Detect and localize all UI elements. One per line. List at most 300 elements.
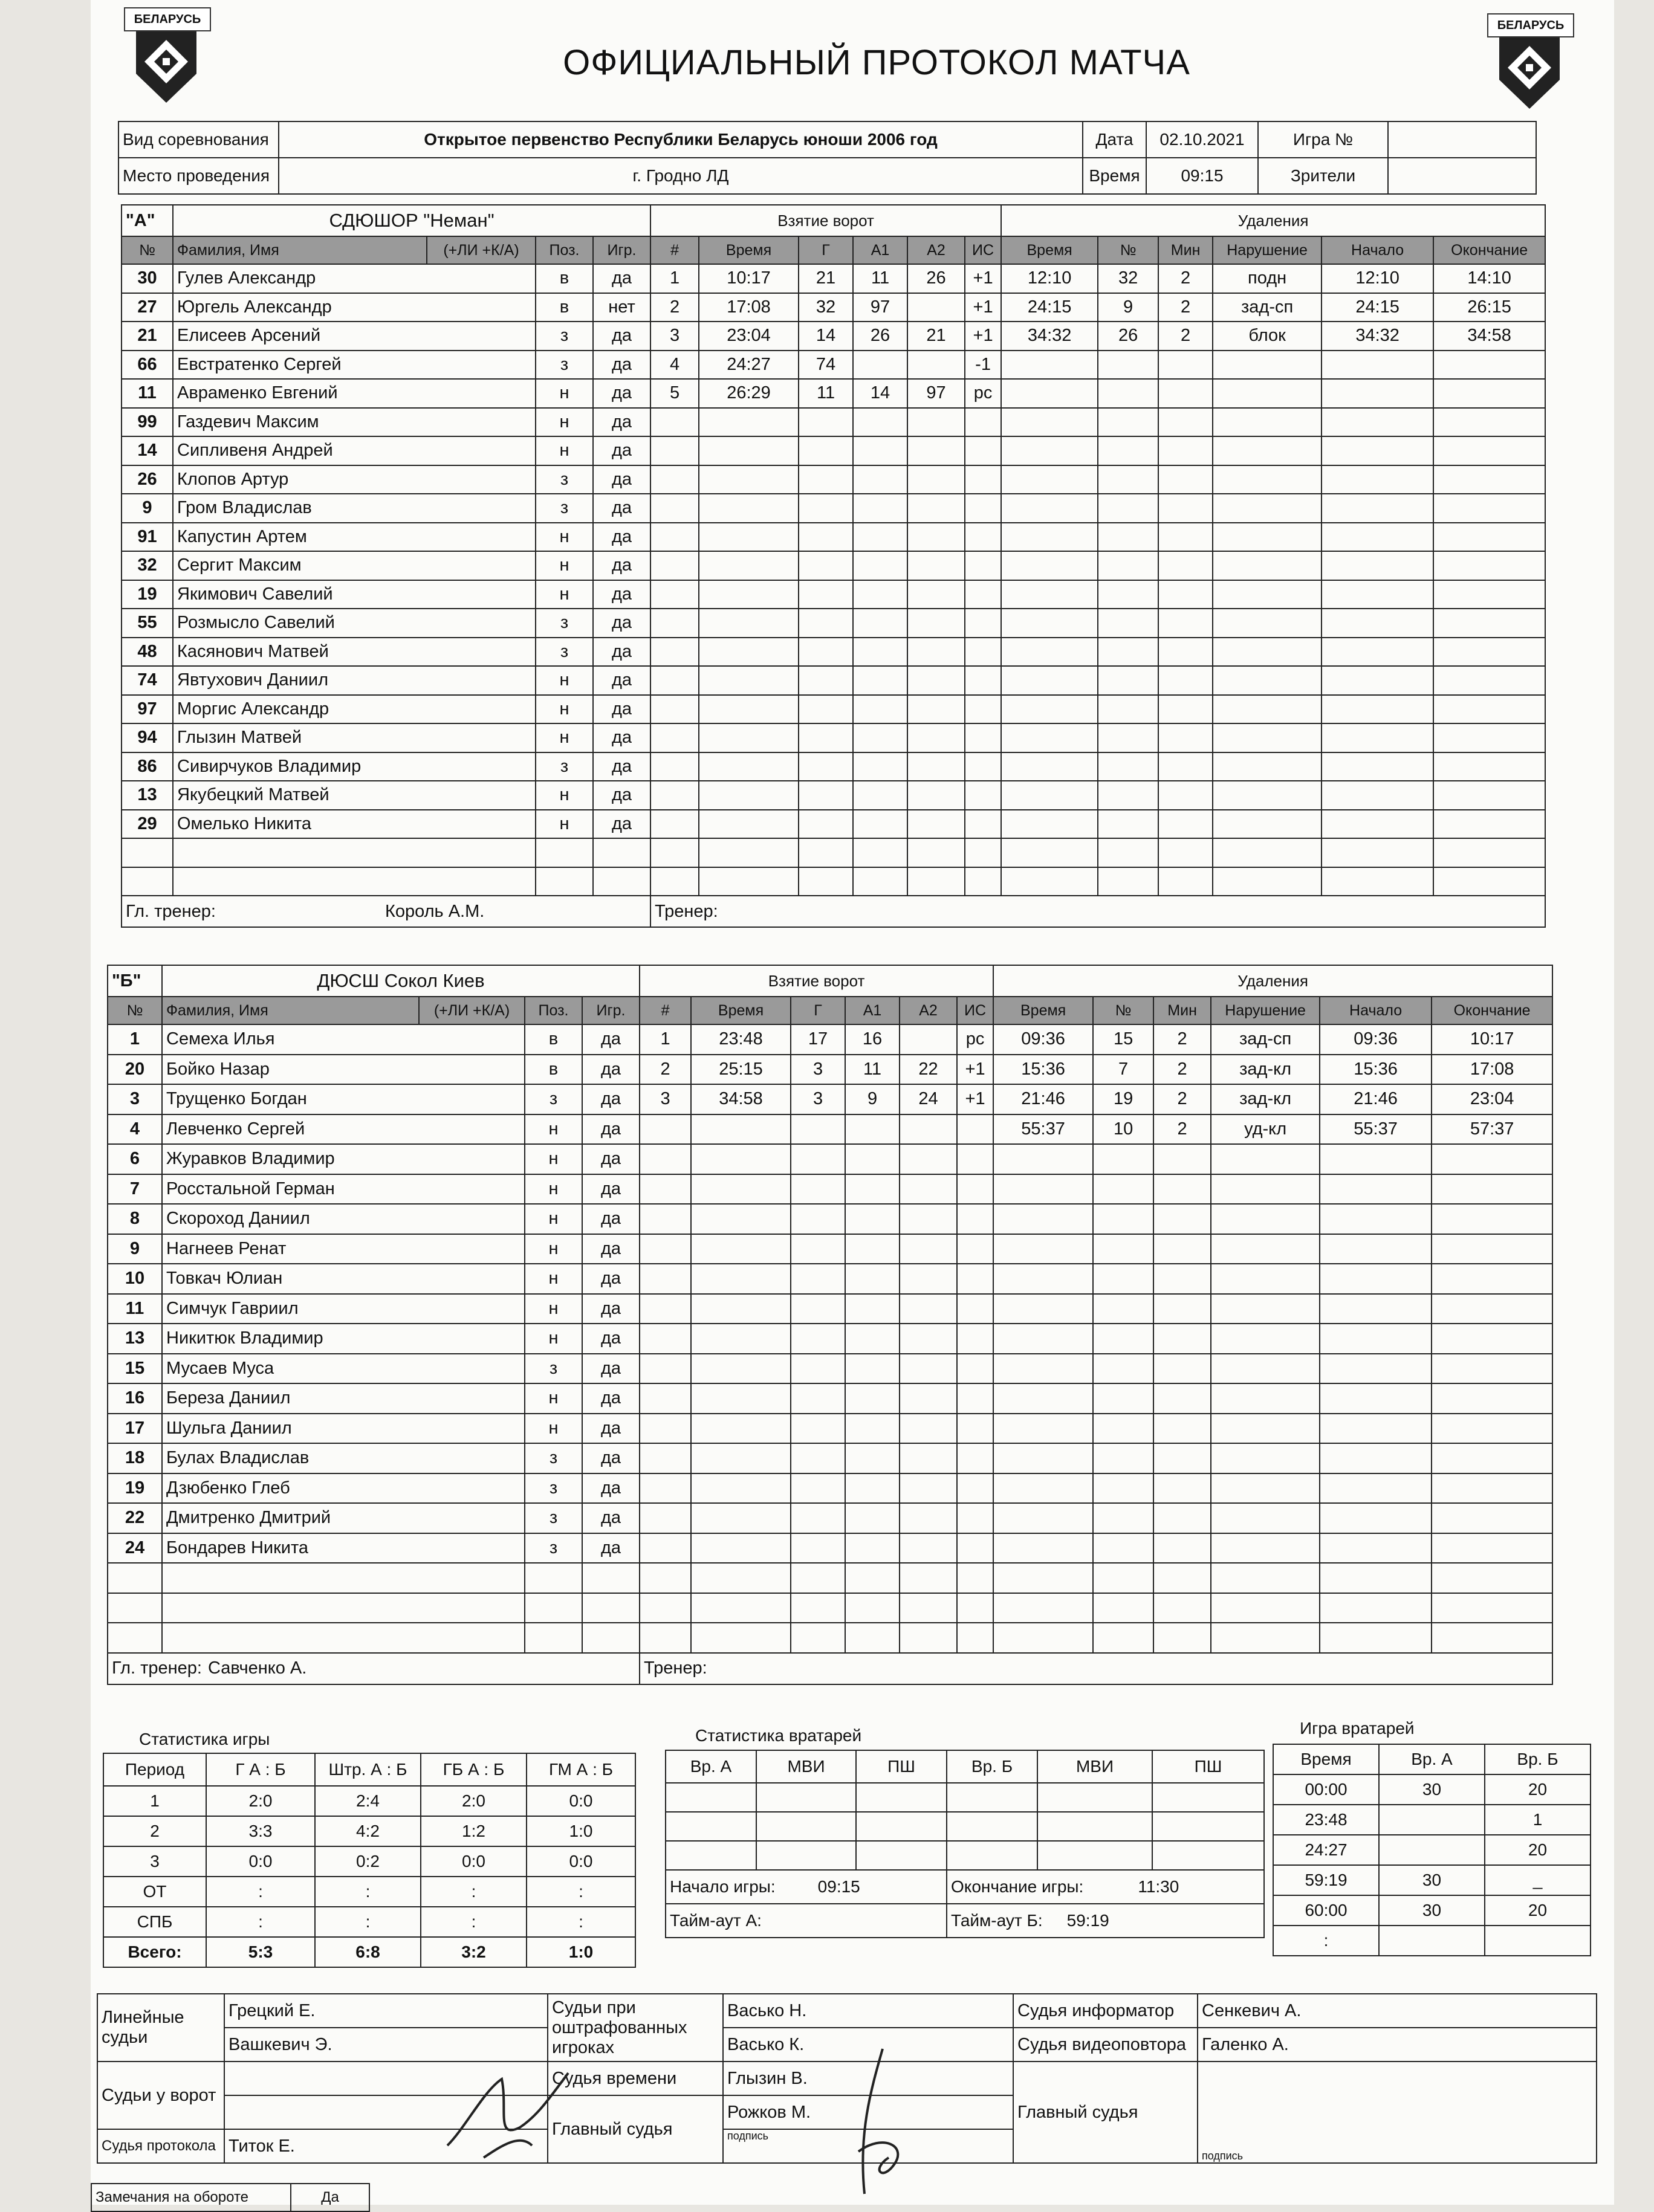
player-number: 55 — [122, 609, 173, 638]
goal-situation — [957, 1294, 993, 1324]
penalty-infraction — [1213, 408, 1322, 437]
penalty-end: 17:08 — [1432, 1055, 1552, 1085]
table-row — [666, 1812, 1264, 1841]
goal-index — [650, 781, 699, 810]
goal-time — [699, 638, 799, 667]
penalty-time — [993, 1443, 1093, 1473]
goal-time — [699, 838, 799, 867]
goal-time: 25:15 — [691, 1055, 791, 1085]
goal-scorer — [799, 867, 853, 896]
penalty-header: Время — [1001, 236, 1098, 264]
goal-situation — [957, 1623, 993, 1653]
logo-text: БЕЛАРУСЬ — [124, 7, 211, 31]
penalty-time — [1001, 379, 1098, 408]
goal-header: Время — [699, 236, 799, 264]
goal-assist-1 — [845, 1593, 900, 1623]
penalty-player — [1098, 609, 1158, 638]
penalty-player: 10 — [1093, 1114, 1153, 1145]
penalty-player — [1093, 1533, 1153, 1564]
team-name: СДЮШОР "Неман" — [173, 205, 650, 236]
table-row — [122, 580, 1545, 609]
player-number: 91 — [122, 523, 173, 552]
goal-assist-2: 26 — [907, 264, 965, 293]
penalty-start — [1320, 1593, 1432, 1623]
ornament-icon — [130, 31, 203, 104]
goal-time — [699, 551, 799, 580]
roster-header-number: № — [122, 236, 173, 264]
penalty-header: Начало — [1322, 236, 1433, 264]
goal-situation — [957, 1174, 993, 1205]
goal-assist-1 — [853, 695, 907, 724]
player-number: 14 — [122, 436, 173, 465]
signature-icon — [834, 2043, 931, 2205]
table-row — [108, 1623, 1552, 1653]
penalty-time — [993, 1563, 1093, 1593]
goalie-play-cell: 30 — [1379, 1865, 1485, 1895]
goalie-play-cell: 20 — [1485, 1895, 1591, 1926]
penalty-start — [1320, 1264, 1432, 1294]
penalty-time: 12:10 — [1001, 264, 1098, 293]
goal-index: 2 — [640, 1055, 691, 1085]
player-number: 74 — [122, 666, 173, 695]
table-row — [108, 1473, 1552, 1504]
penalty-infraction — [1213, 638, 1322, 667]
goalie-play-header: Вр. Б — [1485, 1744, 1591, 1774]
goal-situation: +1 — [965, 293, 1001, 322]
player-name: Якимович Савелий — [173, 580, 536, 609]
penalty-time — [993, 1593, 1093, 1623]
player-position: н — [525, 1414, 582, 1444]
goalie-play-cell: 59:19 — [1273, 1865, 1379, 1895]
goal-header: А2 — [900, 997, 957, 1024]
player-position: н — [525, 1174, 582, 1205]
player-played: да — [582, 1294, 640, 1324]
player-position: з — [525, 1503, 582, 1533]
table-row — [108, 1503, 1552, 1533]
table-row — [108, 1383, 1552, 1414]
penalty-end — [1433, 810, 1545, 839]
player-name: Якубецкий Матвей — [173, 781, 536, 810]
federation-logo-left — [124, 7, 209, 110]
goal-scorer — [799, 666, 853, 695]
penalty-player — [1098, 867, 1158, 896]
penalty-start — [1322, 351, 1433, 380]
game-stats-cell: 1 — [103, 1786, 206, 1816]
table-row — [1273, 1865, 1591, 1895]
table-row — [108, 1443, 1552, 1473]
player-position: з — [536, 609, 593, 638]
place-label: Место проведения — [118, 158, 279, 194]
penalty-infraction — [1211, 1414, 1320, 1444]
goal-assist-1 — [853, 666, 907, 695]
game-stats-cell: 6:8 — [315, 1937, 421, 1967]
penalty-end — [1433, 781, 1545, 810]
goal-time — [691, 1204, 791, 1234]
goal-assist-1 — [845, 1144, 900, 1174]
player-number: 99 — [122, 408, 173, 437]
player-name: Моргис Александр — [173, 695, 536, 724]
goal-scorer: 21 — [799, 264, 853, 293]
spectators-value — [1388, 158, 1536, 194]
table-row — [1273, 1774, 1591, 1805]
penalty-time — [993, 1264, 1093, 1294]
remarks-table — [91, 2183, 370, 2212]
goal-situation — [965, 838, 1001, 867]
penalty-infraction: блок — [1213, 322, 1322, 351]
penalty-infraction — [1213, 781, 1322, 810]
penalty-start — [1320, 1204, 1432, 1234]
table-row — [108, 1144, 1552, 1174]
goalie-stats-table — [665, 1750, 1265, 1938]
team-tag: "А" — [122, 205, 173, 236]
goal-time — [699, 752, 799, 781]
goal-index: 4 — [650, 351, 699, 380]
penalty-minutes — [1158, 638, 1213, 667]
penalty-time — [1001, 494, 1098, 523]
goal-assist-2 — [900, 1563, 957, 1593]
player-position: з — [525, 1533, 582, 1564]
table-row — [108, 1055, 1552, 1085]
goal-situation — [957, 1563, 993, 1593]
goal-assist-1 — [845, 1324, 900, 1354]
penalty-infraction — [1213, 867, 1322, 896]
goal-assist-2 — [900, 1204, 957, 1234]
goalie-play-cell — [1485, 1926, 1591, 1956]
penalty-player — [1098, 494, 1158, 523]
goal-assist-1: 11 — [853, 264, 907, 293]
player-played: да — [593, 494, 650, 523]
penalty-minutes — [1153, 1443, 1211, 1473]
table-row — [103, 1846, 635, 1877]
goal-index: 5 — [650, 379, 699, 408]
penalty-start: 55:37 — [1320, 1114, 1432, 1145]
goal-index — [650, 494, 699, 523]
video-judge: Галенко А. — [1198, 2028, 1597, 2062]
goalie-play-table — [1273, 1744, 1591, 1956]
game-stats-cell: 2 — [103, 1816, 206, 1846]
table-row — [122, 351, 1545, 380]
penalty-infraction — [1213, 752, 1322, 781]
goal-scorer — [791, 1174, 845, 1205]
penalty-time — [1001, 408, 1098, 437]
player-played: да — [582, 1414, 640, 1444]
penalty-start: 15:36 — [1320, 1055, 1432, 1085]
penalty-start — [1320, 1174, 1432, 1205]
penalty-player — [1098, 666, 1158, 695]
penalty-end — [1433, 551, 1545, 580]
table-row — [103, 1786, 635, 1816]
player-position: н — [525, 1383, 582, 1414]
timeout-b — [947, 1904, 1264, 1938]
player-number: 10 — [108, 1264, 162, 1294]
sign-label: подпись — [1198, 2062, 1597, 2163]
goal-assist-2 — [907, 695, 965, 724]
player-played: да — [593, 666, 650, 695]
player-name: Явтухович Даниил — [173, 666, 536, 695]
game-start-label: Начало игры: — [670, 1877, 776, 1896]
penalty-end — [1433, 351, 1545, 380]
game-stats-cell: Всего: — [103, 1937, 206, 1967]
goal-header: А1 — [853, 236, 907, 264]
goal-assist-1 — [845, 1383, 900, 1414]
penalty-player — [1098, 781, 1158, 810]
goal-index — [650, 695, 699, 724]
goal-assist-2 — [900, 1533, 957, 1564]
penalty-start — [1322, 609, 1433, 638]
penalty-time: 34:32 — [1001, 322, 1098, 351]
game-stats-cell: 3 — [103, 1846, 206, 1877]
table-row — [122, 666, 1545, 695]
penalty-start: 21:46 — [1320, 1084, 1432, 1114]
goalie-play-cell: : — [1273, 1926, 1379, 1956]
goal-assist-1 — [845, 1114, 900, 1145]
goal-time: 24:27 — [699, 351, 799, 380]
penalty-player — [1098, 752, 1158, 781]
goal-index — [650, 551, 699, 580]
player-name: Бойко Назар — [162, 1055, 525, 1085]
goal-index: 1 — [640, 1024, 691, 1055]
goal-time — [691, 1563, 791, 1593]
goal-time — [691, 1473, 791, 1504]
goal-assist-2: 24 — [900, 1084, 957, 1114]
penalty-start: 12:10 — [1322, 264, 1433, 293]
roster-header-role: (+ЛИ +К/А) — [419, 997, 525, 1024]
goal-assist-1: 9 — [845, 1084, 900, 1114]
penalty-time — [1001, 351, 1098, 380]
place-value: г. Гродно ЛД — [279, 158, 1083, 194]
penalty-start: 09:36 — [1320, 1024, 1432, 1055]
player-name: Товкач Юлиан — [162, 1264, 525, 1294]
game-stats-cell: 2:0 — [206, 1786, 315, 1816]
player-played: да — [593, 580, 650, 609]
penalty-end — [1433, 838, 1545, 867]
goal-scorer — [791, 1324, 845, 1354]
table-row — [108, 1593, 1552, 1623]
goal-assist-1 — [845, 1204, 900, 1234]
remarks-value: Да — [291, 2184, 369, 2211]
goal-scorer — [799, 551, 853, 580]
penalty-end — [1432, 1533, 1552, 1564]
player-name: Газдевич Максим — [173, 408, 536, 437]
goal-assist-2 — [907, 838, 965, 867]
table-row — [1273, 1895, 1591, 1926]
penalty-start — [1322, 551, 1433, 580]
table-row — [1273, 1926, 1591, 1956]
goal-judges-label: Судьи у ворот — [97, 2062, 224, 2129]
penalty-minutes — [1153, 1503, 1211, 1533]
penalty-minutes — [1158, 494, 1213, 523]
goal-assist-1 — [853, 781, 907, 810]
player-name: Авраменко Евгений — [173, 379, 536, 408]
penalty-end — [1432, 1144, 1552, 1174]
table-row — [103, 1937, 635, 1967]
penalty-end: 26:15 — [1433, 293, 1545, 322]
goal-index — [640, 1473, 691, 1504]
goal-scorer — [791, 1114, 845, 1145]
penalty-time — [993, 1533, 1093, 1564]
timeout-a-label: Тайм-аут А: — [670, 1911, 762, 1930]
goal-assist-2 — [907, 523, 965, 552]
goal-index — [640, 1503, 691, 1533]
game-stats-cell: : — [315, 1877, 421, 1907]
penalty-header: № — [1098, 236, 1158, 264]
player-number: 13 — [122, 781, 173, 810]
table-row — [122, 465, 1545, 494]
player-name: Нагнеев Ренат — [162, 1234, 525, 1264]
goal-time — [691, 1623, 791, 1653]
team-a-table — [121, 204, 1546, 928]
penalty-time — [1001, 609, 1098, 638]
penalty-minutes — [1153, 1174, 1211, 1205]
penalty-minutes — [1153, 1563, 1211, 1593]
penalty-time — [1001, 867, 1098, 896]
goalie-stats-header: ПШ — [856, 1750, 947, 1783]
roster-header-played: Игр. — [593, 236, 650, 264]
penalty-start — [1320, 1383, 1432, 1414]
goal-assist-2 — [900, 1414, 957, 1444]
penalty-start — [1322, 580, 1433, 609]
goal-time: 26:29 — [699, 379, 799, 408]
protocol-sheet — [91, 0, 1614, 2205]
penalty-minutes: 2 — [1153, 1055, 1211, 1085]
penalty-end — [1433, 723, 1545, 752]
goal-index — [640, 1324, 691, 1354]
penalty-player — [1098, 810, 1158, 839]
goal-time — [699, 781, 799, 810]
player-number: 26 — [122, 465, 173, 494]
chief-referee-label-right: Главный судья — [1013, 2062, 1198, 2163]
goalie-play-title: Игра вратарей — [1300, 1719, 1415, 1738]
player-played: да — [593, 551, 650, 580]
goal-scorer — [791, 1563, 845, 1593]
player-name — [173, 838, 536, 867]
game-stats-cell: 0:0 — [206, 1846, 315, 1877]
head-coach — [108, 1653, 640, 1684]
goal-index — [650, 436, 699, 465]
goal-scorer: 14 — [799, 322, 853, 351]
player-name: Дзюбенко Глеб — [162, 1473, 525, 1504]
goal-assist-2 — [900, 1623, 957, 1653]
player-position: н — [536, 695, 593, 724]
goal-assist-2 — [900, 1234, 957, 1264]
player-number: 4 — [108, 1114, 162, 1145]
goal-assist-2 — [907, 638, 965, 667]
penalty-end: 34:58 — [1433, 322, 1545, 351]
goal-assist-1 — [853, 838, 907, 867]
penalty-time — [1001, 638, 1098, 667]
game-stats-cell: 0:2 — [315, 1846, 421, 1877]
player-name: Никитюк Владимир — [162, 1324, 525, 1354]
player-name — [162, 1563, 525, 1593]
penalty-start — [1322, 436, 1433, 465]
player-number: 17 — [108, 1414, 162, 1444]
penalty-start — [1320, 1623, 1432, 1653]
goal-index — [640, 1354, 691, 1384]
penalty-infraction — [1211, 1623, 1320, 1653]
player-position: в — [525, 1055, 582, 1085]
penalty-start — [1320, 1414, 1432, 1444]
player-name — [162, 1623, 525, 1653]
penalty-end — [1433, 465, 1545, 494]
player-played: да — [582, 1055, 640, 1085]
player-number: 21 — [122, 322, 173, 351]
penalty-player: 26 — [1098, 322, 1158, 351]
player-name: Капустин Артем — [173, 523, 536, 552]
player-name: Левченко Сергей — [162, 1114, 525, 1145]
goal-index — [650, 609, 699, 638]
penalty-minutes: 2 — [1158, 322, 1213, 351]
penalty-start: 34:32 — [1322, 322, 1433, 351]
timekeeper-label: Судья времени — [548, 2062, 723, 2095]
goal-assist-1 — [853, 580, 907, 609]
penalty-player — [1093, 1204, 1153, 1234]
player-number: 11 — [122, 379, 173, 408]
table-row — [108, 1354, 1552, 1384]
goal-time — [699, 408, 799, 437]
team-tag: "Б" — [108, 965, 162, 997]
penalty-end — [1433, 494, 1545, 523]
penalty-time — [1001, 580, 1098, 609]
goal-situation: -1 — [965, 351, 1001, 380]
table-row — [122, 322, 1545, 351]
penalty-player — [1098, 551, 1158, 580]
penalty-time — [993, 1503, 1093, 1533]
goal-situation — [965, 666, 1001, 695]
team-name: ДЮСШ Сокол Киев — [162, 965, 640, 997]
game-end-value: 11:30 — [1138, 1877, 1179, 1896]
penalty-minutes: 2 — [1153, 1024, 1211, 1055]
penalty-start — [1320, 1234, 1432, 1264]
game-stats-header: Г А : Б — [206, 1753, 315, 1786]
penalty-time — [993, 1144, 1093, 1174]
player-name: Юргель Александр — [173, 293, 536, 322]
penalty-end — [1432, 1623, 1552, 1653]
game-stats-cell: 0:0 — [421, 1846, 527, 1877]
goal-situation — [957, 1324, 993, 1354]
penalty-infraction — [1213, 723, 1322, 752]
penalty-start — [1322, 523, 1433, 552]
penalty-header: Начало — [1320, 997, 1432, 1024]
penalty-infraction — [1213, 523, 1322, 552]
player-played: да — [582, 1503, 640, 1533]
signature-icon — [429, 2055, 586, 2176]
game-number-value — [1388, 121, 1536, 158]
goal-situation — [965, 580, 1001, 609]
goal-time — [691, 1593, 791, 1623]
goal-assist-1: 97 — [853, 293, 907, 322]
goal-assist-2 — [907, 494, 965, 523]
player-position: з — [525, 1473, 582, 1504]
penalty-time: 09:36 — [993, 1024, 1093, 1055]
goal-assist-1: 16 — [845, 1024, 900, 1055]
penalty-player — [1093, 1503, 1153, 1533]
goal-situation — [965, 551, 1001, 580]
penalty-header: Время — [993, 997, 1093, 1024]
player-name: Журавков Владимир — [162, 1144, 525, 1174]
player-number: 13 — [108, 1324, 162, 1354]
penalty-end: 10:17 — [1432, 1024, 1552, 1055]
player-name: Глызин Матвей — [173, 723, 536, 752]
game-stats-cell: : — [421, 1877, 527, 1907]
penalty-end: 57:37 — [1432, 1114, 1552, 1145]
goal-situation — [965, 781, 1001, 810]
goal-assist-2 — [907, 408, 965, 437]
goal-situation — [965, 867, 1001, 896]
goal-header: # — [640, 997, 691, 1024]
penalty-minutes — [1158, 609, 1213, 638]
player-position: н — [525, 1204, 582, 1234]
trainer-label: Тренер: — [650, 896, 1545, 927]
